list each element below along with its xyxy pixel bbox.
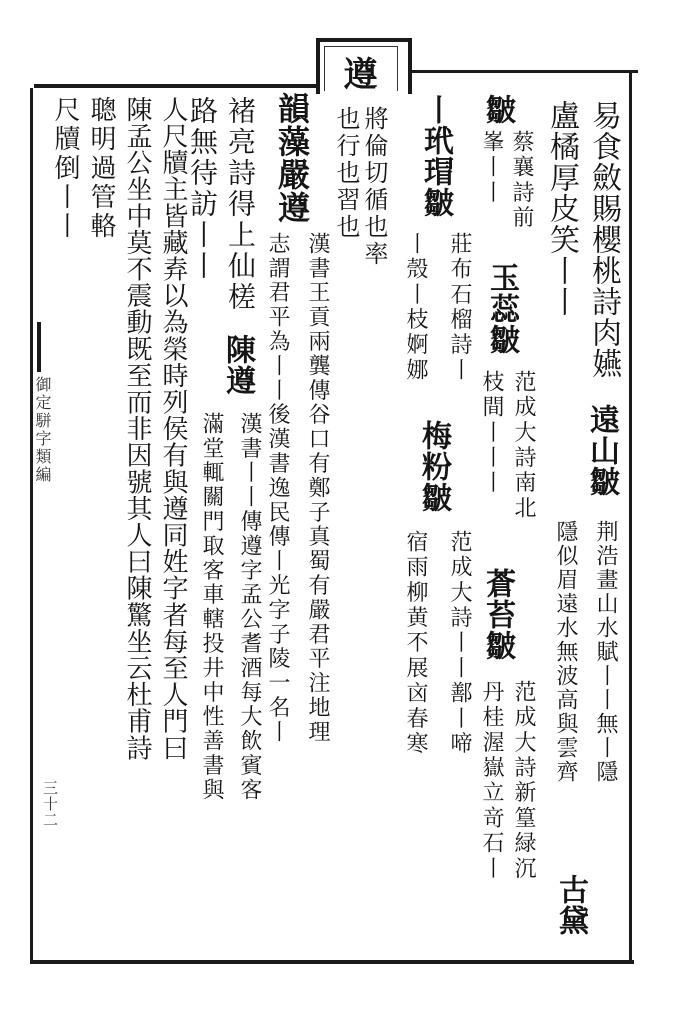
text-chuliang: 褚亮詩得上仙槎	[224, 96, 257, 313]
text-chenzun-2: 滿堂輒關門取客車轄投井中性善書與	[199, 412, 224, 803]
text-chidu-2: 陳孟公坐中莫不震動既至而非因號其人曰陳驚坐云杜甫詩	[122, 96, 152, 761]
text-column-2-note: 隱似眉遠水無波高與雲齊	[553, 520, 578, 784]
term-meifenzhou: 梅粉皺	[416, 420, 451, 513]
text-chidudao: 尺牘倒丨丨	[50, 96, 80, 241]
margin-fishtail-mark	[37, 322, 41, 372]
frame-top-right-rule	[402, 70, 638, 73]
definition-line-2: 也行也習也	[332, 106, 360, 241]
quote-suyu: 宿雨柳黄不展㐫春寒	[403, 530, 428, 757]
quote-dangui: 丹桂渥嶽立竒石丨	[479, 680, 504, 882]
text-luwudaifang: 路無待訪丨丨	[186, 96, 219, 282]
page-number: 三十二	[41, 780, 59, 828]
text-yanzun-2: 志謂君平為丨丨後漢書逸民傳丨光字子陵一名丨	[265, 232, 290, 745]
source-fanchengda-2: 范成大詩新篁緑沉	[511, 680, 536, 882]
source-zhuangbu: 莊布石榴詩丨	[447, 232, 472, 384]
term-cangtaizhou: 蒼苔皺	[480, 568, 515, 661]
text-chenzun-1: 漢書丨丨傳遵字孟公耆酒每大飲賓客	[237, 412, 262, 803]
quote-zhijian: 枝間丨丨丨	[479, 370, 504, 496]
source-caixiang: 蔡襄詩前	[509, 130, 534, 231]
frame-bottom-rule	[30, 960, 634, 964]
term-yuruizhou: 玉蕊皺	[484, 262, 519, 355]
quote-ke: 丨殼丨枝婀娜	[403, 232, 428, 384]
term-daimaozhou: 丨玳瑁皺	[418, 94, 453, 218]
section-yunzao-yanzun: 韻藻嚴遵	[273, 92, 311, 224]
term-yuanshanzhou: 遠山皺	[584, 404, 619, 497]
term-chenzun: 陳遵	[220, 334, 255, 396]
headword-tab: 遵	[337, 56, 377, 91]
text-chidu-1: 人尺牘主皆藏弆以為榮時列侯有與遵同姓字者每至人門曰	[158, 96, 188, 761]
source-fanchengda-1: 范成大詩南北	[511, 370, 536, 522]
term-gudai: 古黛	[553, 874, 588, 936]
edge-title: 御定駢字類編	[33, 376, 52, 484]
source-fanchengda-3: 范成大詩丨丨鄯丨啼	[447, 530, 472, 757]
quote-feng: 峯丨丨	[479, 130, 504, 206]
frame-top-left-rule	[34, 84, 316, 88]
frame-right-rule	[629, 70, 632, 962]
frame-left-margin-rule	[30, 88, 33, 962]
definition-line-1: 將倫切循也率	[360, 106, 388, 268]
text-yanzun-1: 漢書王貢兩龔傳谷口有鄭子真蜀有嚴君平注地理	[305, 232, 330, 745]
text-column-1: 易食斂賜櫻桃詩肉嬿	[586, 100, 621, 379]
term-zhou: 皺	[480, 94, 515, 125]
text-column-1-note: 荆浩畫山水賦丨丨無丨隱	[593, 520, 618, 784]
text-congming: 聰明過管輅	[86, 96, 116, 241]
text-column-2: 盧橘厚皮笑丨丨	[544, 100, 579, 317]
